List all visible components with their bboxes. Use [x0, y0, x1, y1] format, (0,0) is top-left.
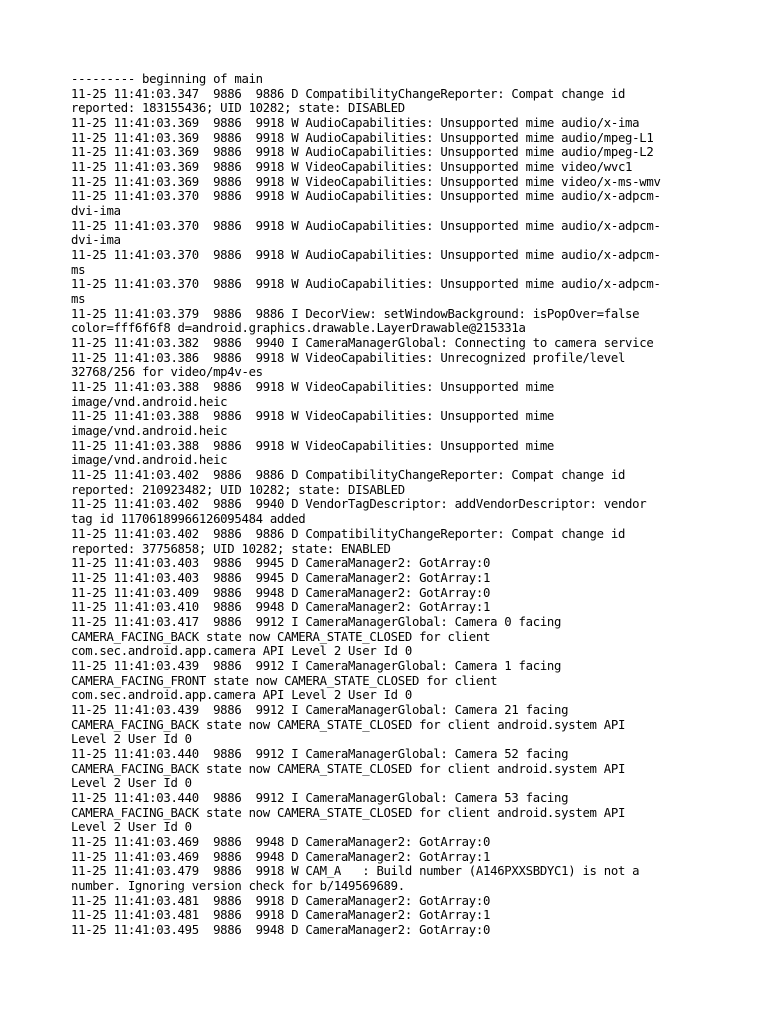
log-line: CAMERA_FACING_FRONT state now CAMERA_STATE_CLOSED for client	[71, 673, 498, 688]
log-line: --------- beginning of main	[71, 72, 263, 86]
log-line: Level 2 User Id 0	[71, 820, 192, 835]
log-line: 32768/256 for video/mp4v-es	[71, 365, 263, 380]
log-line: 11-25 11:41:03.370 9886 9918 W AudioCapabilities: Unsupported mime audio/x-adpcm-	[71, 218, 661, 233]
log-line: 11-25 11:41:03.479 9886 9918 W CAM_A : Build number (A146PXXSBDYC1) is not a	[71, 864, 640, 879]
log-line: 11-25 11:41:03.347 9886 9886 D CompatibilityChangeReporter: Compat change id	[71, 86, 626, 101]
log-line: reported: 37756858; UID 10282; state: ENABLED	[71, 541, 391, 556]
log-line: dvi-ima	[71, 233, 121, 248]
log-line: ms	[71, 292, 86, 307]
log-line: 11-25 11:41:03.403 9886 9945 D CameraManager2: GotArray:1	[71, 570, 491, 585]
log-line: Level 2 User Id 0	[71, 776, 192, 791]
log-line: reported: 183155436; UID 10282; state: DISABLED	[71, 101, 405, 116]
log-line: CAMERA_FACING_BACK state now CAMERA_STATE_CLOSED for client android.system API	[71, 805, 626, 820]
log-line: dvi-ima	[71, 204, 121, 219]
log-line: number. Ignoring version check for b/149569689.	[71, 878, 405, 893]
log-line: 11-25 11:41:03.417 9886 9912 I CameraManagerGlobal: Camera 0 facing	[71, 614, 562, 629]
log-line: 11-25 11:41:03.469 9886 9948 D CameraManager2: GotArray:0	[71, 834, 491, 849]
log-text	[71, 72, 721, 938]
log-line: 11-25 11:41:03.369 9886 9918 W VideoCapabilities: Unsupported mime video/x-ms-wmv	[71, 174, 661, 189]
log-line: 11-25 11:41:03.439 9886 9912 I CameraManagerGlobal: Camera 1 facing	[71, 658, 562, 673]
log-line: 11-25 11:41:03.409 9886 9948 D CameraManager2: GotArray:0	[71, 585, 491, 600]
log-line: reported: 210923482; UID 10282; state: DISABLED	[71, 482, 405, 497]
log-line: image/vnd.android.heic	[71, 394, 228, 409]
log-line: com.sec.android.app.camera API Level 2 User Id 0	[71, 644, 412, 659]
log-line: 11-25 11:41:03.481 9886 9918 D CameraManager2: GotArray:1	[71, 908, 491, 923]
log-line: 11-25 11:41:03.469 9886 9948 D CameraManager2: GotArray:1	[71, 849, 491, 864]
log-line: ms	[71, 262, 86, 277]
log-line: tag id 11706189966126095484 added	[71, 512, 306, 527]
log-line: com.sec.android.app.camera API Level 2 User Id 0	[71, 688, 412, 703]
log-line: 11-25 11:41:03.410 9886 9948 D CameraManager2: GotArray:1	[71, 600, 491, 615]
log-line: 11-25 11:41:03.402 9886 9940 D VendorTagDescriptor: addVendorDescriptor: vendor	[71, 497, 647, 512]
log-line: CAMERA_FACING_BACK state now CAMERA_STATE_CLOSED for client android.system API	[71, 761, 626, 776]
log-line: 11-25 11:41:03.403 9886 9945 D CameraManager2: GotArray:0	[71, 556, 491, 571]
log-line: 11-25 11:41:03.370 9886 9918 W AudioCapabilities: Unsupported mime audio/x-adpcm-	[71, 248, 661, 263]
log-line: 11-25 11:41:03.495 9886 9948 D CameraManager2: GotArray:0	[71, 922, 491, 937]
log-line: image/vnd.android.heic	[71, 453, 228, 468]
log-line: Level 2 User Id 0	[71, 732, 192, 747]
log-line: 11-25 11:41:03.388 9886 9918 W VideoCapabilities: Unsupported mime	[71, 409, 555, 424]
log-line: 11-25 11:41:03.370 9886 9918 W AudioCapabilities: Unsupported mime audio/x-adpcm-	[71, 189, 661, 204]
log-line: color=fff6f6f8 d=android.graphics.drawable.LayerDrawable@215331a	[71, 321, 526, 336]
log-line: 11-25 11:41:03.402 9886 9886 D CompatibilityChangeReporter: Compat change id	[71, 468, 626, 483]
log-line: 11-25 11:41:03.388 9886 9918 W VideoCapabilities: Unsupported mime	[71, 380, 555, 395]
log-line: 11-25 11:41:03.388 9886 9918 W VideoCapabilities: Unsupported mime	[71, 438, 555, 453]
log-line: 11-25 11:41:03.382 9886 9940 I CameraManagerGlobal: Connecting to camera service	[71, 336, 654, 351]
log-line: 11-25 11:41:03.440 9886 9912 I CameraManagerGlobal: Camera 53 facing	[71, 790, 569, 805]
log-line: CAMERA_FACING_BACK state now CAMERA_STATE_CLOSED for client	[71, 629, 491, 644]
log-line: 11-25 11:41:03.386 9886 9918 W VideoCapabilities: Unrecognized profile/level	[71, 350, 626, 365]
log-line: 11-25 11:41:03.369 9886 9918 W VideoCapabilities: Unsupported mime video/wvc1	[71, 160, 633, 175]
log-line: 11-25 11:41:03.369 9886 9918 W AudioCapabilities: Unsupported mime audio/mpeg-L1	[71, 130, 654, 145]
log-line: 11-25 11:41:03.370 9886 9918 W AudioCapabilities: Unsupported mime audio/x-adpcm-	[71, 277, 661, 292]
log-line: 11-25 11:41:03.369 9886 9918 W AudioCapabilities: Unsupported mime audio/x-ima	[71, 116, 640, 131]
log-line: 11-25 11:41:03.402 9886 9886 D CompatibilityChangeReporter: Compat change id	[71, 526, 626, 541]
log-line: 11-25 11:41:03.440 9886 9912 I CameraManagerGlobal: Camera 52 facing	[71, 746, 569, 761]
log-line: image/vnd.android.heic	[71, 424, 228, 439]
log-line: CAMERA_FACING_BACK state now CAMERA_STATE_CLOSED for client android.system API	[71, 717, 626, 732]
log-line: 11-25 11:41:03.379 9886 9886 I DecorView: setWindowBackground: isPopOver=false	[71, 306, 640, 321]
log-line: 11-25 11:41:03.481 9886 9918 D CameraManager2: GotArray:0	[71, 893, 491, 908]
log-line: 11-25 11:41:03.439 9886 9912 I CameraManagerGlobal: Camera 21 facing	[71, 702, 569, 717]
log-line: 11-25 11:41:03.369 9886 9918 W AudioCapabilities: Unsupported mime audio/mpeg-L2	[71, 145, 654, 160]
